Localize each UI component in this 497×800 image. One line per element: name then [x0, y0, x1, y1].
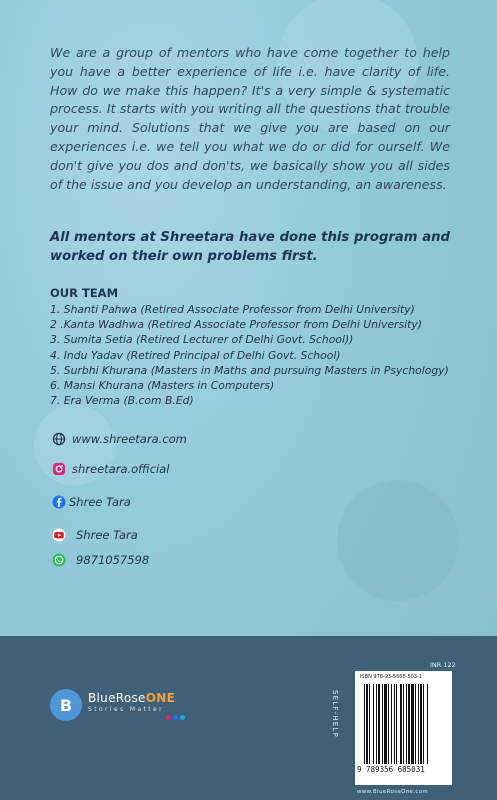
price-label: INR 122: [430, 661, 456, 669]
barcode-bar: [364, 684, 365, 764]
whatsapp-number[interactable]: 9871057598: [76, 553, 150, 567]
contact-instagram[interactable]: [52, 462, 169, 476]
barcode-bar: [420, 684, 422, 764]
youtube-name[interactable]: Shree Tara: [76, 528, 138, 542]
publisher-logo: [50, 689, 185, 721]
barcode-bar: [388, 684, 389, 764]
facebook-icon: [52, 495, 66, 509]
whatsapp-icon: [52, 553, 66, 567]
barcode-bar: [384, 684, 387, 764]
barcode-digits: 9 789356 685031: [357, 765, 425, 774]
barcode-bar: [427, 684, 428, 764]
globe-icon: [52, 432, 66, 446]
instagram-icon: [52, 462, 66, 476]
team-member: 6. Mansi Khurana (Masters in Computers): [50, 379, 275, 393]
contact-website[interactable]: [52, 432, 187, 446]
instagram-handle[interactable]: shreetara.official: [72, 462, 170, 476]
barcode: [355, 671, 452, 785]
facebook-name[interactable]: Shree Tara: [69, 495, 131, 509]
barcode-bar: [418, 684, 419, 764]
barcode-bar: [400, 684, 402, 764]
barcode-bar: [382, 684, 383, 764]
team-list: [50, 302, 470, 408]
twitter-icon: [180, 715, 185, 720]
website-link[interactable]: www.shreetara.com: [72, 432, 187, 446]
barcode-bar: [423, 684, 424, 764]
barcode-bar: [415, 684, 416, 764]
team-member: 5. Surbhi Khurana (Masters in Maths and pursuing Masters in Psychology): [50, 363, 449, 377]
team-member: 2 .Kanta Wadhwa (Retired Associate Professor from Delhi University): [50, 318, 422, 332]
barcode-bar: [411, 684, 414, 764]
instagram-icon: [166, 715, 171, 720]
publisher-social-icons: [166, 715, 185, 720]
barcode-bar: [366, 684, 368, 764]
team-heading: OUR TEAM: [50, 286, 119, 300]
team-member: 1. Shanti Pahwa (Retired Associate Professor from Delhi University): [50, 303, 415, 316]
barcode-bar: [406, 684, 407, 764]
barcode-bar: [378, 684, 380, 764]
contact-youtube[interactable]: [52, 528, 138, 542]
barcode-bar: [396, 684, 397, 764]
genre-label: SELF-HELP: [331, 690, 339, 738]
team-member: 4. Indu Yadav (Retired Principal of Delhi Govt. School): [50, 348, 341, 362]
contact-facebook[interactable]: [52, 495, 131, 509]
contact-whatsapp[interactable]: [52, 553, 149, 567]
publisher-website[interactable]: www.BlueRoseOne.com: [357, 789, 429, 795]
barcode-bars: [364, 684, 446, 764]
team-member: 3. Sumita Setia (Retired Lecturer of Delhi Govt. School)): [50, 333, 354, 347]
facebook-icon: [173, 715, 178, 720]
barcode-bar: [408, 684, 410, 764]
barcode-bar: [403, 684, 404, 764]
team-member: 7. Era Verma (B.com B.Ed): [50, 394, 194, 408]
barcode-bar: [369, 684, 370, 764]
bluerose-logo-icon: B: [50, 689, 82, 721]
publisher-name-accent: ONE: [145, 690, 176, 705]
barcode-bar: [376, 684, 377, 764]
publisher-name: [88, 691, 185, 705]
barcode-bar: [373, 684, 374, 764]
barcode-bar: [391, 684, 392, 764]
publisher-name-main: BlueRose: [88, 690, 146, 705]
mentors-statement: All mentors at Shreetara have done this program and worked on their own problems first.: [50, 230, 450, 264]
isbn-text: ISBN 978-93-5668-503-1: [360, 674, 422, 680]
barcode-bar: [394, 684, 395, 764]
publisher-tagline: Stories Matter: [88, 705, 165, 713]
youtube-icon: [52, 528, 66, 542]
intro-paragraph: We are a group of mentors who have come together to help you have a better experience of life i.e. have clarity of life. How do we make this happen? It's a very simple & systematic process. It starts with you writing all the questions that trouble your mind. Solutions that we give you are based on our experiences i.e. we tell you what we do or did for ourself. We don't give you dos and don'ts, we basically show you all sides of the issue and you develop an understanding, an awareness.: [50, 45, 450, 192]
